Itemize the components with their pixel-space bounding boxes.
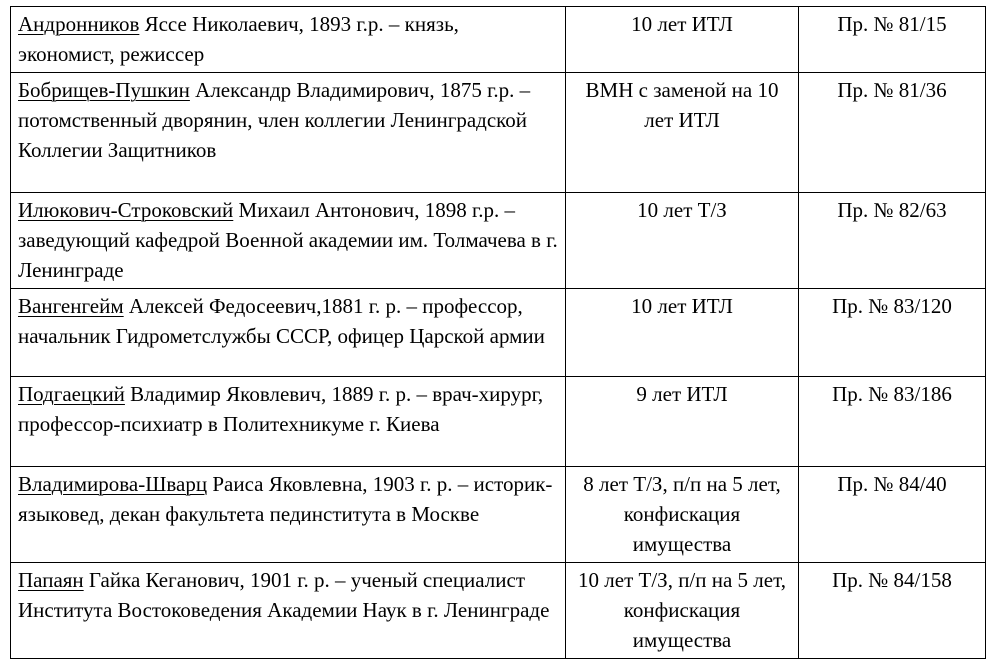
table-row bbox=[11, 73, 986, 193]
table-row bbox=[11, 289, 986, 377]
person-details: Владимир Яковлевич, 1889 г. р. – врач-хирург, профессор-психиатр в Политехникуме г. Киева bbox=[18, 382, 544, 436]
person-details: Александр Владимирович, 1875 г.р. – потомственный дворянин, член коллегии Ленинградской Коллегии Защитников bbox=[18, 78, 531, 162]
sentence-cell: 10 лет Т/З bbox=[566, 193, 799, 289]
sentence-cell: ВМН с заменой на 10 лет ИТЛ bbox=[566, 73, 799, 193]
person-cell bbox=[11, 7, 566, 73]
person-details: Михаил Антонович, 1898 г.р. – заведующий кафедрой Военной академии им. Толмачева в г. Ленинграде bbox=[18, 198, 558, 282]
person-cell bbox=[11, 563, 566, 659]
table-row bbox=[11, 563, 986, 659]
sentence-cell: 10 лет ИТЛ bbox=[566, 289, 799, 377]
protocol-cell: Пр. № 82/63 bbox=[799, 193, 986, 289]
table-row bbox=[11, 193, 986, 289]
protocol-cell: Пр. № 83/120 bbox=[799, 289, 986, 377]
person-surname: Вангенгейм bbox=[18, 294, 124, 318]
person-surname: Бобрищев-Пушкин bbox=[18, 78, 190, 102]
person-cell bbox=[11, 193, 566, 289]
person-cell bbox=[11, 377, 566, 467]
table-row bbox=[11, 377, 986, 467]
sentence-cell: 8 лет Т/З, п/п на 5 лет, конфискация имущества bbox=[566, 467, 799, 563]
table-row bbox=[11, 467, 986, 563]
person-details: Гайка Кеганович, 1901 г. р. – ученый специалист Института Востоковедения Академии Наук в г. Ленинграде bbox=[18, 568, 550, 622]
protocol-cell: Пр. № 81/36 bbox=[799, 73, 986, 193]
sentence-cell: 9 лет ИТЛ bbox=[566, 377, 799, 467]
person-surname: Подгаецкий bbox=[18, 382, 125, 406]
sentence-cell: 10 лет Т/З, п/п на 5 лет, конфискация имущества bbox=[566, 563, 799, 659]
person-surname: Владимирова-Шварц bbox=[18, 472, 208, 496]
person-cell bbox=[11, 467, 566, 563]
person-details: Раиса Яковлевна, 1903 г. р. – историк-языковед, декан факультета пединститута в Москве bbox=[18, 472, 553, 526]
person-surname: Илюкович-Строковский bbox=[18, 198, 234, 222]
person-surname: Папаян bbox=[18, 568, 84, 592]
table-row bbox=[11, 7, 986, 73]
protocol-cell: Пр. № 83/186 bbox=[799, 377, 986, 467]
sentence-cell: 10 лет ИТЛ bbox=[566, 7, 799, 73]
protocol-cell: Пр. № 84/158 bbox=[799, 563, 986, 659]
repression-table bbox=[10, 6, 986, 659]
protocol-cell: Пр. № 84/40 bbox=[799, 467, 986, 563]
person-details: Яссе Николаевич, 1893 г.р. – князь, экономист, режиссер bbox=[18, 12, 459, 66]
person-surname: Андронников bbox=[18, 12, 140, 36]
person-cell bbox=[11, 73, 566, 193]
person-details: Алексей Федосеевич,1881 г. р. – профессор, начальник Гидрометслужбы СССР, офицер Царской армии bbox=[18, 294, 545, 348]
person-cell bbox=[11, 289, 566, 377]
protocol-cell: Пр. № 81/15 bbox=[799, 7, 986, 73]
